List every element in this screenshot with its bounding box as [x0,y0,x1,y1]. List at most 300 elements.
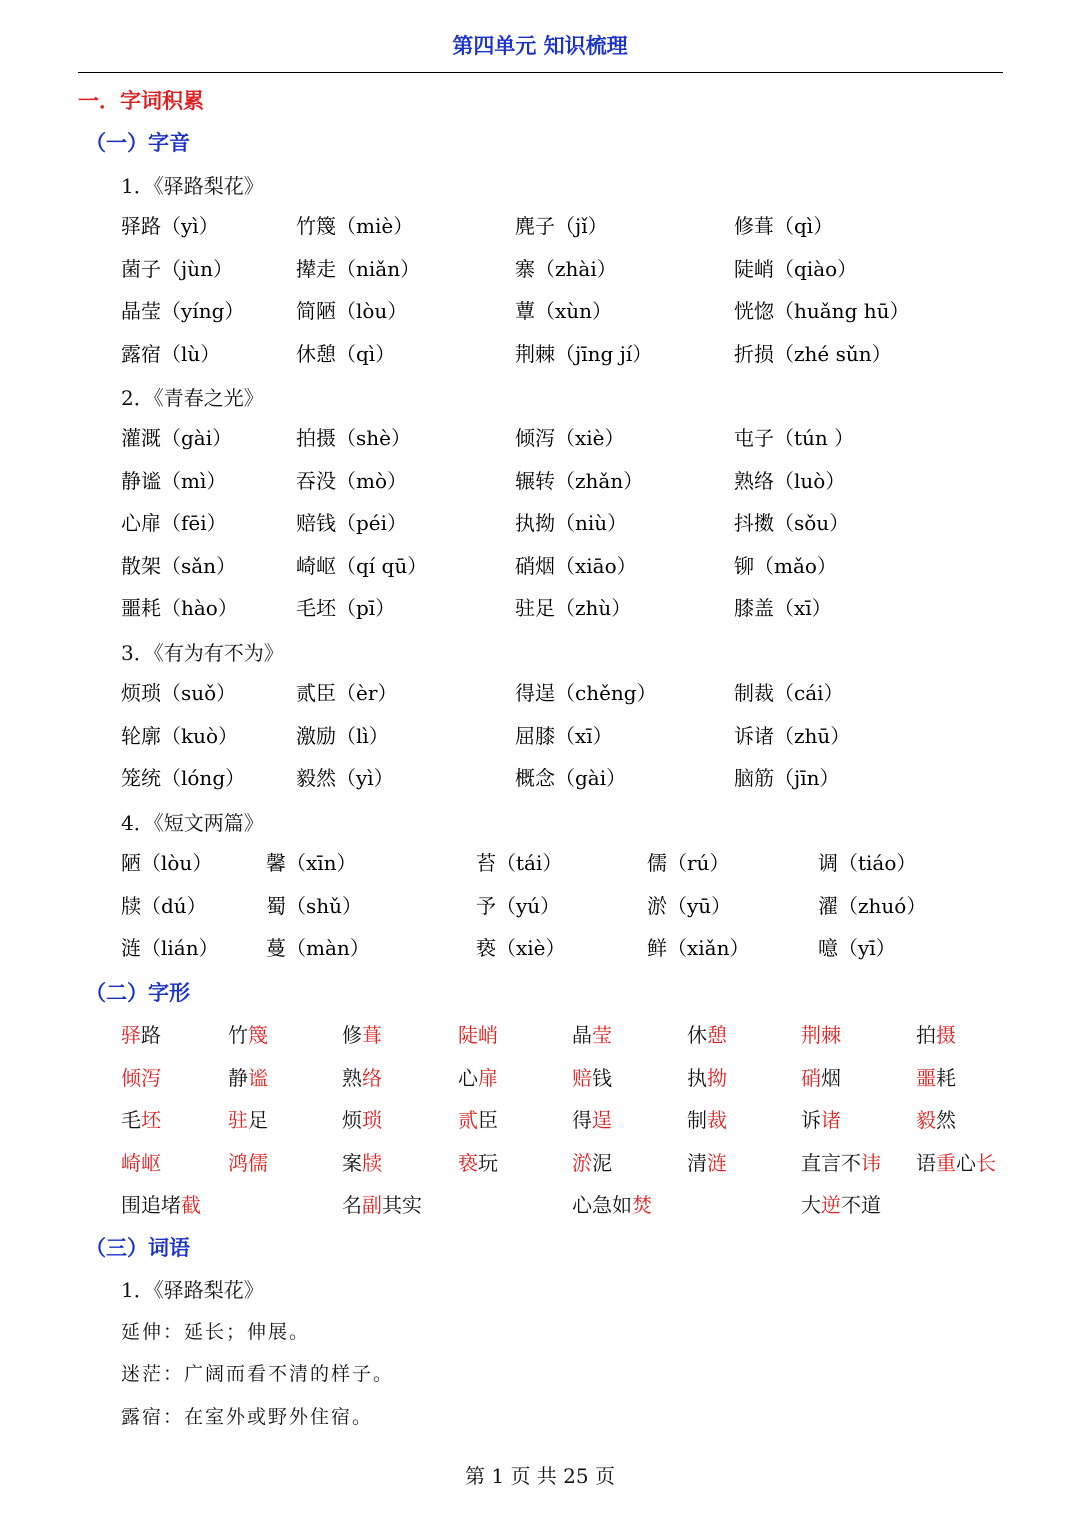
pronunciation-row [0,210,1080,240]
entry-word: 执拗 [515,511,555,535]
entry-word: 拍摄 [296,426,336,450]
entry-word: 馨 [266,851,286,875]
entry-pinyin: （tái） [496,851,563,875]
plain-character: 拍 [916,1023,936,1047]
pronunciation-entry [515,762,626,791]
entry-pinyin: （zhuó） [838,893,927,918]
entry-word: 修葺 [734,214,774,238]
entry-pinyin: （lì） [336,723,389,748]
entry-word: 淤 [647,893,667,918]
pronunciation-entry [734,507,849,536]
entry-pinyin: （tún ） [774,426,855,450]
entry-word: 亵 [476,936,496,960]
highlighted-character: 络 [362,1065,382,1090]
form-word [801,1019,841,1048]
plain-character: 路 [141,1023,161,1047]
pronunciation-row [0,295,1080,325]
pronunciation-row [0,253,1080,283]
entry-pinyin: （niǎn） [336,256,421,281]
group-title-3: 3．《有为有不为》 [121,641,284,665]
section-title-word-accumulation: 一．字词积累 [78,89,204,113]
entry-word: 笼统 [121,766,161,790]
pronunciation-entry [734,465,845,494]
form-word [572,1104,612,1133]
highlighted-character: 谧 [248,1065,268,1090]
plain-character: 修 [342,1023,362,1047]
pronunciation-entry [296,762,394,791]
entry-word: 脑筋 [734,766,774,790]
pronunciation-row [0,847,1080,877]
plain-character: 不道 [841,1193,881,1217]
entry-word: 噩耗 [121,596,161,620]
pronunciation-entry [734,295,910,324]
highlighted-character: 拗 [707,1065,727,1090]
entry-pinyin: （xī） [774,596,832,620]
highlighted-character: 坯 [141,1108,161,1132]
form-word [458,1104,498,1133]
form-word [916,1019,956,1048]
plain-character: 诉 [801,1108,821,1132]
plain-character: 然 [936,1108,956,1132]
entry-word: 毛坯 [296,596,336,620]
plain-character: 静 [228,1065,248,1090]
entry-pinyin: （rú） [667,851,730,875]
entry-word: 屈膝 [515,723,555,748]
highlighted-character: 毅 [916,1108,936,1132]
pronunciation-entry [476,847,562,876]
form-word [801,1062,841,1091]
group-title-1: 1．《驿路梨花》 [121,174,264,198]
pronunciation-entry [121,762,245,791]
entry-word: 激励 [296,723,336,748]
form-word [228,1019,268,1048]
pronunciation-entry [296,338,395,367]
page-title: 第四单元 知识梳理 [452,34,628,58]
highlighted-character: 葺 [362,1023,382,1047]
entry-pinyin: （èr） [336,681,398,705]
pronunciation-row [0,507,1080,537]
entry-word: 驻足 [515,596,555,620]
entry-word: 辗转 [515,468,555,493]
pronunciation-entry [266,890,362,919]
pronunciation-entry [296,507,407,536]
highlighted-character: 亵 [458,1150,478,1175]
entry-word: 涟 [121,936,141,960]
pronunciation-entry [734,253,857,282]
highlighted-character: 莹 [592,1023,612,1047]
highlighted-character: 噩 [916,1065,936,1090]
form-word [687,1019,727,1048]
form-word [458,1062,498,1091]
plain-character: 大 [801,1193,821,1217]
highlighted-character: 重 [936,1150,956,1175]
form-word [228,1147,268,1176]
pronunciation-entry [266,847,357,876]
highlighted-character: 扉 [478,1065,498,1090]
definition-line: 露宿：在室外或野外住宿。 [121,1406,374,1428]
pronunciation-row [0,720,1080,750]
entry-pinyin: （pī） [336,596,396,620]
entry-word: 熟络 [734,468,774,493]
entry-pinyin: （lù） [161,341,221,366]
form-word [228,1104,268,1133]
pronunciation-entry [515,592,631,621]
form-word [572,1189,652,1218]
pronunciation-entry [515,338,652,367]
pronunciation-entry [734,422,854,451]
form-word [121,1104,161,1133]
highlighted-character: 裁 [707,1108,727,1132]
entry-word: 噫 [818,936,838,960]
entry-pinyin: （zhū） [774,723,851,748]
pronunciation-row [0,465,1080,495]
form-word [916,1062,956,1091]
entry-pinyin: （zhǎn） [555,468,644,493]
entry-pinyin: （shè） [336,426,411,450]
entry-pinyin: （huǎng hū） [774,299,910,323]
entry-word: 鲜 [647,936,667,960]
form-word [458,1147,498,1176]
pronunciation-entry [121,550,236,579]
entry-word: 诉诸 [734,723,774,748]
plain-character: 执 [687,1065,707,1090]
entry-word: 苔 [476,851,496,875]
highlighted-character: 截 [181,1193,201,1217]
highlighted-character: 驿 [121,1023,141,1047]
entry-pinyin: （màn） [286,936,370,960]
entry-pinyin: （luò） [774,468,846,493]
entry-pinyin: （xiāo） [555,553,637,578]
entry-word: 菌子 [121,256,161,281]
entry-pinyin: （xiǎn） [667,936,750,960]
subsection-title-character-form: （二）字形 [85,981,190,1005]
entry-word: 抖擞 [734,511,774,535]
entry-word: 驿路 [121,214,161,238]
highlighted-character: 贰 [458,1108,478,1132]
entry-pinyin: （xiè） [555,426,625,450]
pronunciation-entry [121,677,236,706]
highlighted-character: 逆 [821,1193,841,1217]
page-footer: 第 1 页 共 25 页 [465,1464,615,1488]
header-divider [78,72,1003,73]
entry-pinyin: （qì） [774,214,834,238]
subsection-title-vocabulary: （三）词语 [85,1236,190,1260]
form-word [121,1062,161,1091]
entry-pinyin: （niù） [555,511,628,535]
form-word [458,1019,498,1048]
entry-pinyin: （yú） [496,893,561,918]
pronunciation-entry [818,847,916,876]
highlighted-character: 硝 [801,1065,821,1090]
pronunciation-entry [515,677,657,706]
pronunciation-entry [121,507,227,536]
form-word [342,1104,382,1133]
entry-pinyin: （cái） [774,681,844,705]
entry-word: 制裁 [734,681,774,705]
plain-character: 清 [687,1150,707,1175]
highlighted-character: 憩 [707,1023,727,1047]
plain-character: 玩 [478,1150,498,1175]
pronunciation-entry [515,295,612,324]
form-word [342,1189,422,1218]
entry-pinyin: （hào） [161,596,238,620]
form-word [342,1019,382,1048]
entry-word: 灌溉 [121,426,161,450]
pronunciation-entry [296,465,407,494]
entry-pinyin: （mǎo） [754,553,837,578]
highlighted-character: 逞 [592,1108,612,1132]
pronunciation-row [0,592,1080,622]
pronunciation-entry [515,422,625,451]
pronunciation-entry [296,592,395,621]
pronunciation-entry [296,550,427,579]
pronunciation-entry [121,210,219,239]
pronunciation-row [0,338,1080,368]
plain-character: 心 [458,1065,478,1090]
entry-word: 陋 [121,851,141,875]
pronunciation-entry [515,507,627,536]
pronunciation-entry [734,550,837,579]
pronunciation-row [0,677,1080,707]
plain-character: 竹 [228,1023,248,1047]
form-word [687,1062,727,1091]
pronunciation-entry [734,762,839,791]
entry-word: 麂子 [515,214,555,238]
plain-character: 案 [342,1150,362,1175]
plain-character: 语 [916,1150,936,1175]
definition-line: 延伸：延长；伸展。 [121,1321,311,1343]
entry-word: 屯子 [734,426,774,450]
entry-word: 吞没 [296,468,336,493]
highlighted-character: 崎岖 [121,1150,161,1175]
entry-pinyin: （yíng） [161,299,245,323]
form-word [228,1062,268,1091]
entry-word: 简陋 [296,299,336,323]
pronunciation-entry [515,253,617,282]
entry-word: 儒 [647,851,667,875]
entry-word: 休憩 [296,341,336,366]
plain-character: 围追堵 [121,1193,181,1217]
entry-pinyin: （jùn） [161,256,233,281]
entry-word: 概念 [515,766,555,790]
highlighted-character: 荆棘 [801,1023,841,1047]
entry-pinyin: （lòu） [141,851,213,875]
form-word [801,1147,881,1176]
entry-word: 心扉 [121,511,161,535]
plain-character: 晶 [572,1023,592,1047]
form-word [572,1019,612,1048]
highlighted-character: 讳 [861,1150,881,1175]
plain-character: 心急如 [572,1193,632,1217]
pronunciation-entry [734,338,892,367]
form-word [572,1147,612,1176]
plain-character: 休 [687,1023,707,1047]
pronunciation-entry [476,890,560,919]
entry-pinyin: （xīn） [286,851,357,875]
pronunciation-entry [121,338,220,367]
pronunciation-row [0,890,1080,920]
entry-word: 撵走 [296,256,336,281]
form-word [572,1062,612,1091]
entry-word: 膝盖 [734,596,774,620]
highlighted-character: 焚 [632,1193,652,1217]
entry-pinyin: （qì） [336,341,396,366]
plain-character: 制 [687,1108,707,1132]
entry-word: 予 [476,893,496,918]
entry-word: 硝烟 [515,553,555,578]
form-word [916,1104,956,1133]
pronunciation-row [0,762,1080,792]
entry-word: 崎岖 [296,553,336,578]
highlighted-character: 琐 [362,1108,382,1132]
entry-pinyin: （lián） [141,936,219,960]
form-word [342,1062,382,1091]
pronunciation-entry [515,465,643,494]
pronunciation-entry [296,677,397,706]
entry-word: 静谧 [121,468,161,493]
entry-pinyin: （jīn） [774,766,840,790]
entry-pinyin: （lòu） [336,299,408,323]
plain-character: 足 [248,1108,268,1132]
plain-character: 耗 [936,1065,956,1090]
entry-word: 烦琐 [121,681,161,705]
subsection-title-pronunciation: （一）字音 [85,131,190,155]
pronunciation-entry [121,890,207,919]
plain-character: 熟 [342,1065,362,1090]
plain-character: 毛 [121,1108,141,1132]
plain-character: 泥 [592,1150,612,1175]
plain-character: 心 [956,1150,976,1175]
highlighted-character: 淤 [572,1150,592,1175]
entry-word: 赔钱 [296,511,336,535]
plain-character: 直言不 [801,1150,861,1175]
pronunciation-entry [818,890,926,919]
highlighted-character: 篾 [248,1023,268,1047]
entry-word: 蜀 [266,893,286,918]
pronunciation-row [0,932,1080,962]
pronunciation-entry [121,295,244,324]
entry-word: 得逞 [515,681,555,705]
plain-character: 臣 [478,1108,498,1132]
plain-character: 烟 [821,1065,841,1090]
entry-word: 折损 [734,341,774,366]
entry-word: 恍惚 [734,299,774,323]
pronunciation-entry [121,465,226,494]
entry-pinyin: （dú） [141,893,207,918]
pronunciation-row [0,422,1080,452]
entry-word: 轮廓 [121,723,161,748]
highlighted-character: 陡峭 [458,1023,498,1047]
form-word [687,1104,727,1133]
form-word [801,1189,881,1218]
highlighted-character: 倾泻 [121,1065,161,1090]
entry-pinyin: （xiè） [496,936,566,960]
entry-word: 散架 [121,553,161,578]
entry-pinyin: （sǒu） [774,511,850,535]
entry-word: 倾泻 [515,426,555,450]
highlighted-character: 诸 [821,1108,841,1132]
highlighted-character: 赔 [572,1065,592,1090]
pronunciation-entry [121,253,233,282]
form-word [121,1147,161,1176]
entry-pinyin: （mì） [161,468,227,493]
entry-pinyin: （zhé sǔn） [774,341,892,366]
entry-word: 蕈 [515,299,535,323]
entry-pinyin: （yī） [838,936,896,960]
entry-pinyin: （fēi） [161,511,227,535]
entry-word: 调 [818,851,838,875]
entry-word: 铆 [734,553,754,578]
entry-pinyin: （qí qū） [336,553,428,578]
entry-word: 寨 [515,256,535,281]
entry-pinyin: （qiào） [774,256,858,281]
pronunciation-entry [734,210,833,239]
form-word [801,1104,841,1133]
entry-pinyin: （jīng jí） [555,341,653,366]
entry-pinyin: （yì） [161,214,219,238]
group-title-4: 4．《短文两篇》 [121,811,264,835]
form-word [342,1147,382,1176]
plain-character: 名 [342,1193,362,1217]
entry-pinyin: （sǎn） [161,553,237,578]
entry-pinyin: （suǒ） [161,681,237,705]
entry-pinyin: （péi） [336,511,408,535]
entry-pinyin: （jǐ） [555,214,608,238]
highlighted-character: 牍 [362,1150,382,1175]
entry-pinyin: （xī） [555,723,613,748]
entry-pinyin: （miè） [336,214,414,238]
pronunciation-entry [734,720,850,749]
entry-word: 蔓 [266,936,286,960]
entry-pinyin: （chěng） [555,681,657,705]
pronunciation-entry [647,847,729,876]
form-word [916,1147,996,1176]
plain-character: 钱 [592,1065,612,1090]
entry-word: 濯 [818,893,838,918]
entry-pinyin: （mò） [336,468,408,493]
pronunciation-entry [266,932,370,961]
pronunciation-entry [734,677,844,706]
highlighted-character: 鸿儒 [228,1150,268,1175]
vocabulary-group-title: 1．《驿路梨花》 [121,1278,264,1302]
pronunciation-entry [296,253,420,282]
entry-pinyin: （yū） [667,893,732,918]
form-word [121,1019,161,1048]
form-word [121,1189,201,1218]
form-word [687,1147,727,1176]
entry-word: 陡峭 [734,256,774,281]
entry-word: 牍 [121,893,141,918]
pronunciation-entry [121,592,238,621]
pronunciation-entry [476,932,566,961]
plain-character: 得 [572,1108,592,1132]
pronunciation-entry [296,210,413,239]
entry-pinyin: （gài） [555,766,627,790]
entry-pinyin: （kuò） [161,723,239,748]
entry-pinyin: （lóng） [161,766,246,790]
pronunciation-entry [515,550,637,579]
pronunciation-entry [515,720,613,749]
entry-pinyin: （yì） [336,766,394,790]
entry-word: 荆棘 [515,341,555,366]
entry-pinyin: （xùn） [535,299,613,323]
entry-word: 贰臣 [296,681,336,705]
pronunciation-row [0,550,1080,580]
pronunciation-entry [296,295,407,324]
entry-word: 毅然 [296,766,336,790]
plain-character: 其实 [382,1193,422,1217]
pronunciation-entry [818,932,896,961]
